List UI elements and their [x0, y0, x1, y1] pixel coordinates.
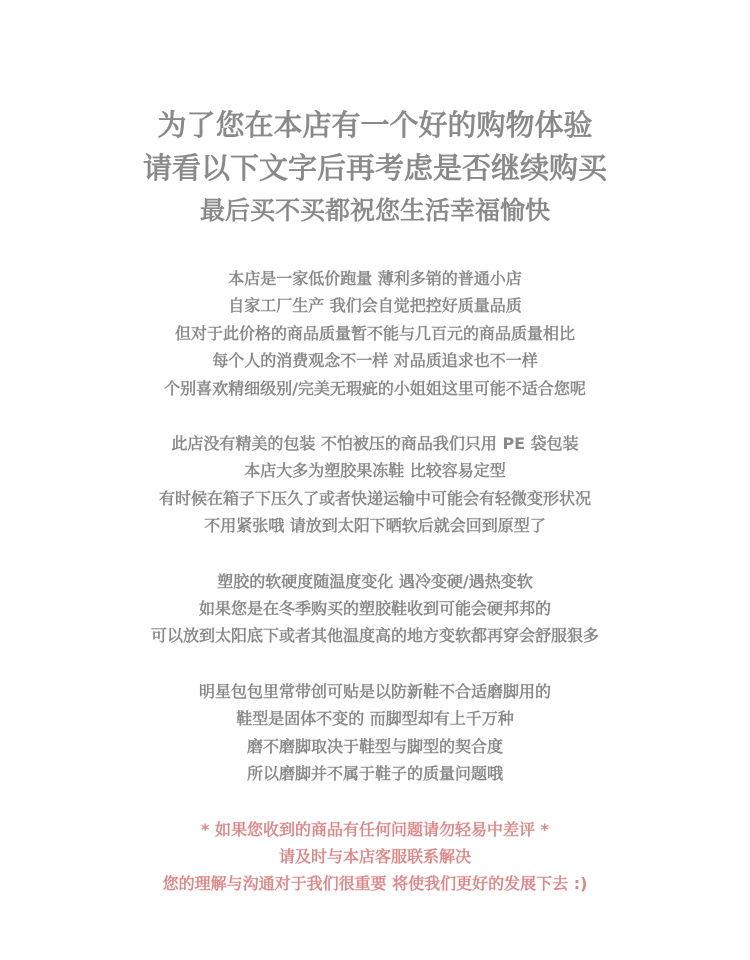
- note-line: 您的理解与沟通对于我们很重要 将使我们更好的发展下去 :): [162, 874, 588, 894]
- paragraph-fit: [0, 678, 750, 788]
- text-line: 本店大多为塑胶果冻鞋 比较容易定型: [244, 461, 506, 481]
- text-line: 每个人的消费观念不一样 对品质追求也不一样: [212, 351, 538, 371]
- text-line: 所以磨脚并不属于鞋子的质量问题哦: [246, 764, 503, 784]
- paragraph-packaging: [0, 430, 750, 540]
- paragraph-customer-service-note: [0, 816, 750, 898]
- text-line: 个别喜欢精细级别/完美无瑕疵的小姐姐这里可能不适合您呢: [164, 378, 586, 398]
- headings-block: [0, 104, 750, 232]
- text-line: 但对于此价格的商品质量暂不能与几百元的商品质量相比: [174, 323, 575, 343]
- notice-body: [0, 265, 750, 926]
- paragraph-shop-intro: [0, 265, 750, 402]
- text-line: 鞋型是固体不变的 而脚型却有上千万种: [236, 709, 514, 729]
- text-line: 不用紧张哦 请放到太阳下晒软后就会回到原型了: [204, 516, 546, 536]
- heading-line-3: 最后买不买都祝您生活幸福愉快: [199, 196, 550, 225]
- text-line: 塑胶的软硬度随温度变化 遇冷变硬/遇热变软: [217, 571, 533, 591]
- text-line: 明星包包里常带创可贴是以防新鞋不合适磨脚用的: [198, 681, 551, 701]
- text-line: 自家工厂生产 我们会自觉把控好质量品质: [228, 296, 522, 316]
- note-line: * 如果您收到的商品有任何问题请勿轻易中差评 *: [201, 819, 549, 839]
- note-line: 请及时与本店客服联系解决: [278, 846, 471, 866]
- text-line: 此店没有精美的包装 不怕被压的商品我们只用 PE 袋包装: [171, 434, 579, 454]
- text-line: 可以放到太阳底下或者其他温度高的地方变软都再穿会舒服狠多: [150, 626, 599, 646]
- heading-line-2: 请看以下文字后再考虑是否继续购买: [142, 151, 607, 185]
- text-line: 有时候在箱子下压久了或者快递运输中可能会有轻微变形状况: [158, 488, 591, 508]
- text-line: 如果您是在冬季购买的塑胶鞋收到可能会硬邦邦的: [198, 599, 551, 619]
- paragraph-temperature: [0, 568, 750, 650]
- heading-line-1: 为了您在本店有一个好的购物体验: [157, 108, 593, 142]
- text-line: 磨不磨脚取决于鞋型与脚型的契合度: [246, 736, 503, 756]
- text-line: 本店是一家低价跑量 薄利多销的普通小店: [228, 269, 522, 288]
